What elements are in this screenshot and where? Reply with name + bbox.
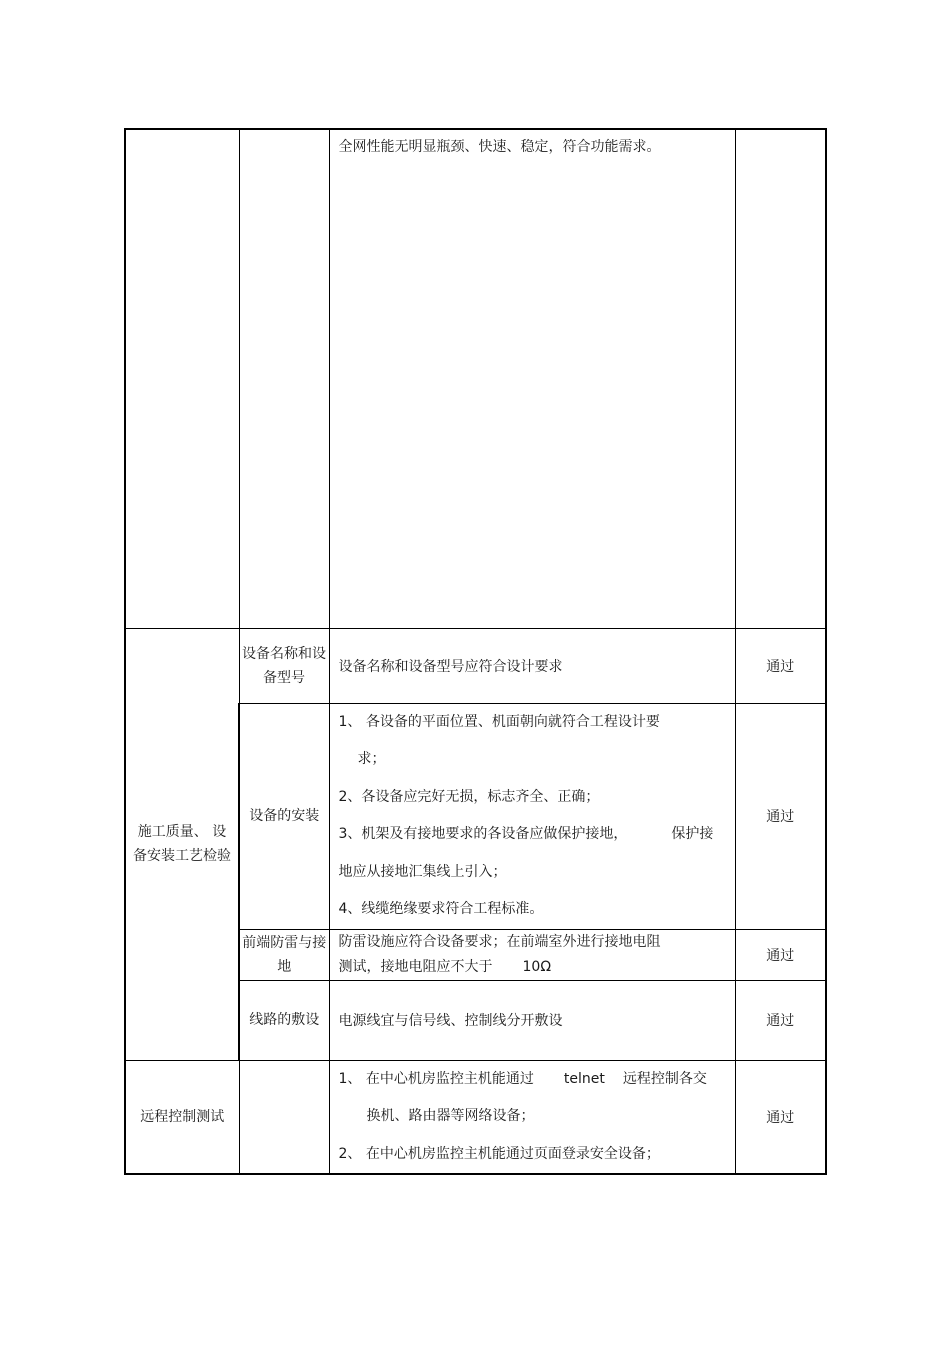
table-row (125, 129, 826, 628)
result-cell (735, 628, 826, 703)
category-label: 远程控制测试 (140, 1108, 225, 1125)
requirement-line: 防雷设施应符合设备要求；在前端室外进行接地电阻 (338, 933, 661, 950)
item-label: 前端防雷与接地 (242, 934, 327, 975)
result-label: 通过 (766, 1013, 795, 1029)
item-label: 设备名称和设备型号 (242, 645, 326, 686)
requirement-line: 换机、路由器等网络设备； (366, 1108, 535, 1124)
item-cell (239, 129, 329, 628)
requirement-cell (329, 929, 735, 980)
requirement-line: 4、线缆绝缘要求符合工程标准。 (338, 901, 544, 917)
item-cell (239, 929, 329, 980)
requirement-line: 2、各设备应完好无损，标志齐全、正确； (338, 788, 600, 805)
result-cell (735, 980, 826, 1060)
requirement-line: 求； (357, 751, 386, 767)
item-cell (239, 1060, 329, 1174)
requirement-line: 电源线宜与信号线、控制线分开敷设 (338, 1013, 563, 1029)
category-cell (125, 628, 239, 1060)
result-label: 通过 (766, 1109, 795, 1126)
requirement-line: 设备名称和设备型号应符合设计要求 (338, 658, 563, 675)
requirement-cell (329, 129, 735, 628)
requirement-line: 全网性能无明显瓶颈、快速、稳定，符合功能需求。 (338, 139, 661, 155)
result-cell (735, 929, 826, 980)
requirement-line: 3、机架及有接地要求的各设备应做保护接地， 保护接 (338, 826, 714, 842)
result-cell (735, 1060, 826, 1174)
result-cell (735, 703, 826, 929)
requirement-cell (329, 980, 735, 1060)
result-label: 通过 (766, 809, 795, 825)
item-label: 线路的敷设 (249, 1012, 320, 1028)
result-label: 通过 (766, 658, 795, 675)
requirement-line: 1、 各设备的平面位置、机面朝向就符合工程设计要 (338, 713, 660, 730)
result-cell (735, 129, 826, 628)
table-row (125, 628, 826, 703)
table-row (125, 1060, 826, 1174)
category-cell (125, 129, 239, 628)
item-cell (239, 628, 329, 703)
requirement-line: 2、 在中心机房监控主机能通过页面登录安全设备； (338, 1145, 660, 1162)
requirement-cell (329, 1060, 735, 1174)
item-cell (239, 980, 329, 1060)
result-label: 通过 (766, 947, 795, 964)
category-cell (125, 1060, 239, 1174)
requirement-line: 测试，接地电阻应不大于 10Ω (338, 958, 552, 975)
category-label: 施工质量、 设备安装工艺检验 (133, 824, 231, 864)
requirement-line: 1、 在中心机房监控主机能通过 telnet 远程控制各交 (338, 1070, 707, 1087)
requirement-line: 地应从接地汇集线上引入； (338, 863, 507, 880)
item-cell (239, 703, 329, 929)
item-label: 设备的安装 (249, 808, 320, 824)
requirement-cell (329, 703, 735, 929)
inspection-table (124, 128, 827, 1175)
requirement-cell (329, 628, 735, 703)
